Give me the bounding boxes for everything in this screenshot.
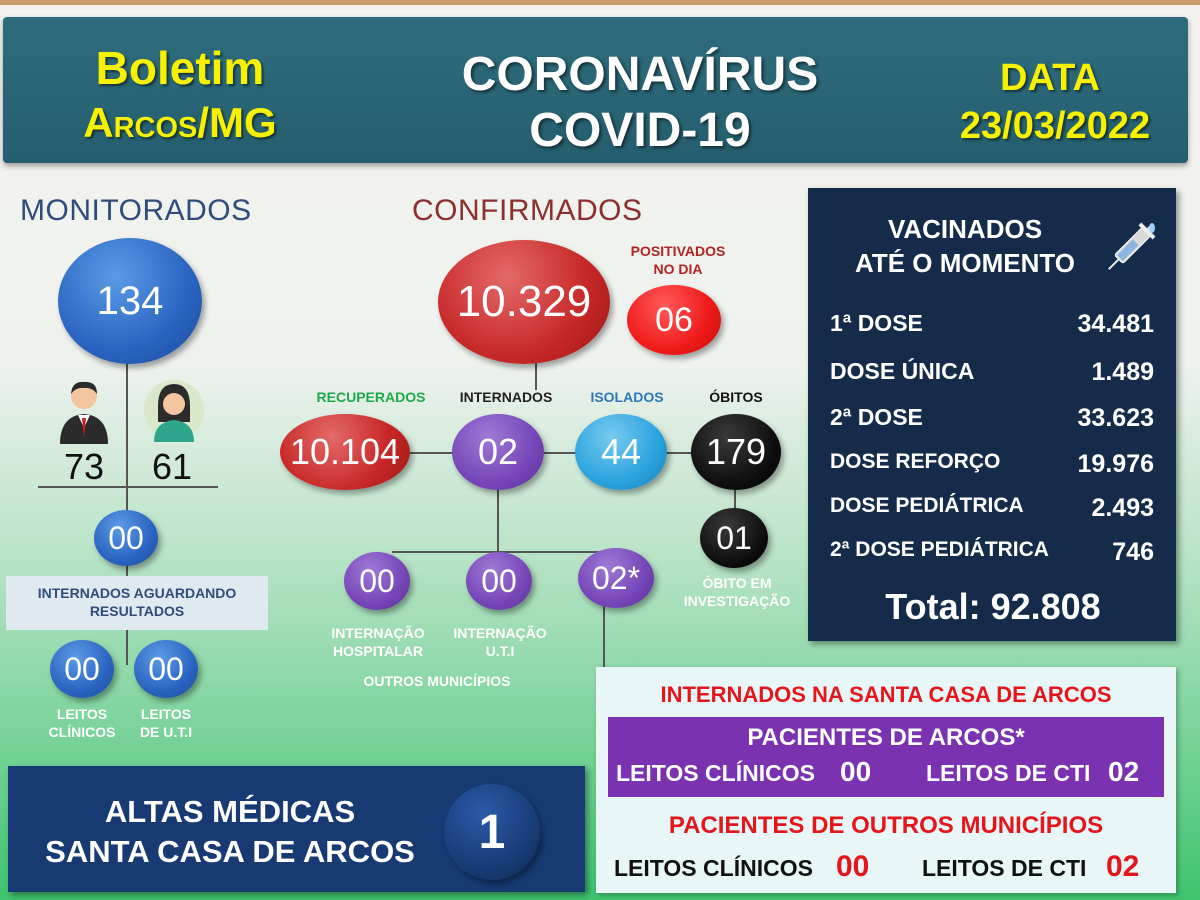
recuperados-circle [280,414,410,490]
vac-row-2-value: 1.489 [1091,358,1154,386]
obitos-circle [691,414,781,490]
vacinados-total: Total: 92.808 [885,586,1101,627]
confirmados-vertical-line [535,360,537,390]
internacao-hospitalar-label-2: HOSPITALAR [333,643,423,659]
internados-value: 02 [477,431,519,472]
vac-row-4-value: 19.976 [1077,450,1154,478]
obito-investigacao-label-1: ÓBITO EM [702,575,772,591]
isolados-value: 44 [600,431,642,472]
vac-row-5-value: 2.493 [1091,494,1154,522]
internados-vertical-line [497,486,499,552]
confirmados-title: CONFIRMADOS [412,194,643,227]
outros-municipios-label: OUTROS MUNICÍPIOS [363,673,511,689]
pacientes-arcos-title: PACIENTES DE ARCOS* [747,724,1025,751]
data-label: DATA [1000,57,1100,99]
recuperados-value: 10.104 [289,431,401,472]
positivados-value: 06 [655,300,693,339]
outros-cti-label: LEITOS DE CTI [922,855,1087,881]
vac-row-5-label: DOSE PEDIÁTRICA [830,494,1024,517]
arcos-clinicos-value: 00 [840,756,872,787]
data-value: 23/03/2022 [959,105,1151,147]
vac-row-4-label: DOSE REFORÇO [830,450,1001,473]
altas-circle [444,784,540,880]
vac-row-3 [830,404,1154,431]
pacientes-outros-title: PACIENTES DE OUTROS MUNICÍPIOS [668,812,1104,839]
obitos-label: ÓBITOS [709,389,763,405]
vac-row-2 [830,358,1154,385]
obito-investigacao-label-2: INVESTIGAÇÃO [683,593,791,609]
woman-icon [144,378,204,442]
man-icon [56,378,112,444]
vacinados-title-1: VACINADOS [887,214,1043,244]
monitorados-title: MONITORADOS [20,194,252,227]
covid-title: COVID-19 [529,104,751,157]
internacao-uti-label [440,624,560,660]
top-border [0,0,1200,5]
internacao-hospitalar-circle [344,552,410,610]
outros-cti-value: 02 [1106,850,1140,883]
boletim-title: Boletim [95,42,265,94]
monitorados-total-value: 134 [96,278,164,323]
leitos-uti-label-1: LEITOS [140,706,192,722]
recuperados-label: RECUPERADOS [316,389,426,405]
leitos-uti-label [116,705,216,741]
internacao-hospitalar-label [318,624,438,660]
vac-row-3-value: 33.623 [1077,404,1154,432]
isolados-label: ISOLADOS [590,389,664,405]
altas-line-1: ALTAS MÉDICAS [104,794,356,829]
positivados-label-1: POSITIVADOS [630,243,726,259]
outros-clinicos-label: LEITOS CLÍNICOS [614,855,813,881]
internacao-hospitalar-value: 00 [359,562,395,599]
coronavirus-title: CORONAVÍRUS [461,48,819,101]
arcos-clinicos-label: LEITOS CLÍNICOS [616,760,815,786]
obito-investigacao-circle [700,508,768,568]
internacao-hospitalar-label-1: INTERNAÇÃO [331,625,425,641]
altas-value: 1 [478,805,506,859]
leitos-uti-label-2: DE U.T.I [139,724,193,740]
aguardando-value: 00 [108,519,144,556]
vac-row-6 [830,538,1154,566]
santa-casa-title: INTERNADOS NA SANTA CASA DE ARCOS [660,682,1112,707]
outros-clinicos-value: 00 [836,850,870,883]
arcos-cti-value: 02 [1108,756,1140,787]
aguardando-circle [94,510,158,566]
vacinados-title-2: ATÉ O MOMENTO [854,248,1076,278]
vac-row-1-label: 1ª DOSE [830,310,923,336]
altas-label [30,792,430,872]
arcos-internados-circle [578,548,654,608]
monitorados-total-circle [58,238,202,364]
arcos-internados-value: 02* [591,559,641,596]
vac-row-4 [830,450,1154,478]
leitos-clinicos-circle [50,640,114,698]
leitos-uti-value: 00 [148,650,184,687]
positivados-label [618,242,738,278]
leitos-clinicos-value: 00 [64,650,100,687]
vac-row-3-label: 2ª DOSE [830,404,923,430]
obitos-value: 179 [705,431,767,472]
positivados-circle [627,285,721,355]
leitos-clinicos-label-1: LEITOS [56,706,108,722]
arcos-cti-label: LEITOS DE CTI [926,760,1091,786]
internacao-uti-value: 00 [481,562,517,599]
vac-row-6-label: 2ª DOSE PEDIÁTRICA [830,538,1049,561]
obito-investigacao-label [670,574,804,610]
confirmados-total-circle [438,240,610,364]
vac-row-5 [830,494,1154,522]
positivados-label-2: NO DIA [653,261,703,277]
internados-label: INTERNADOS [459,389,553,405]
vac-row-1 [830,310,1154,337]
vac-row-6-value: 746 [1112,538,1154,566]
vac-row-1-value: 34.481 [1077,310,1154,338]
leitos-clinicos-label-2: CLÍNICOS [48,724,116,740]
aguardando-label: INTERNADOS AGUARDANDO RESULTADOS [37,585,237,619]
vacinados-title [820,212,1110,280]
internacao-uti-label-1: INTERNAÇÃO [453,625,547,641]
obito-investigacao-value: 01 [716,519,752,556]
syringe-icon [1100,216,1160,280]
cidade-title: Arcos/MG [83,99,277,146]
confirmados-total-value: 10.329 [456,277,592,326]
mulheres-value: 61 [151,446,193,487]
leitos-uti-circle [134,640,198,698]
homens-value: 73 [63,446,105,487]
internacao-uti-circle [466,552,532,610]
internados-circle [452,414,544,490]
isolados-circle [575,414,667,490]
altas-line-2: SANTA CASA DE ARCOS [45,834,415,869]
internacao-uti-label-2: U.T.I [485,643,515,659]
vac-row-2-label: DOSE ÚNICA [830,358,975,384]
